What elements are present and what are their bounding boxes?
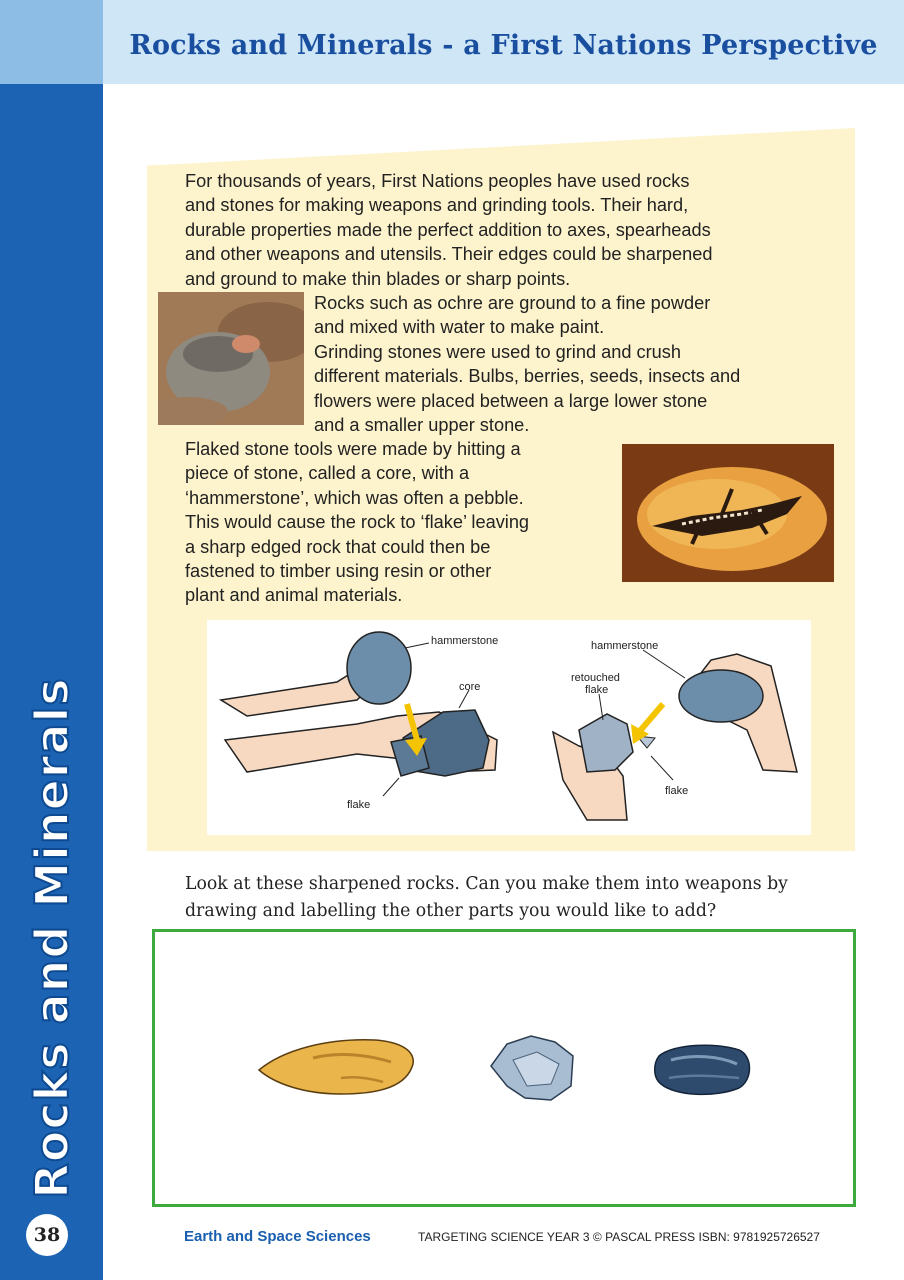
sharpened-rock-3: [655, 1045, 750, 1094]
text-line: fastened to timber using resin or other: [185, 561, 492, 582]
text-line: and other weapons and utensils. Their edges could be sharpened: [185, 244, 713, 265]
sharpened-rock-2: [491, 1036, 573, 1100]
text-line: a sharp edged rock that could then be: [185, 536, 491, 557]
text-line: piece of stone, called a core, with a: [185, 463, 470, 484]
text-line: different materials. Bulbs, berries, seeds, insects and: [314, 366, 741, 387]
text-line: Rocks such as ochre are ground to a fine powder: [314, 293, 711, 313]
label-retouched-flake: flake: [585, 684, 609, 696]
text-line: plant and animal materials.: [185, 585, 403, 606]
text-line: durable properties made the perfect addition to axes, spearheads: [185, 219, 711, 240]
text-line: For thousands of years, First Nations peoples have used rocks: [185, 171, 690, 191]
text-line: and ground to make thin blades or sharp points.: [185, 268, 571, 289]
page-number: 38: [26, 1214, 68, 1256]
footer-subject: Earth and Space Sciences: [184, 1228, 371, 1245]
text-line: flowers were placed between a large lower stone: [314, 390, 708, 411]
label-retouched: retouched: [571, 672, 620, 684]
text-line: Flaked stone tools were made by hitting a: [185, 439, 521, 459]
label-hammerstone-right: hammerstone: [591, 640, 659, 652]
intro-paragraph: [185, 169, 712, 291]
text-line: ‘hammerstone’, which was often a pebble.: [185, 487, 524, 508]
label-hammerstone-left: hammerstone: [431, 635, 499, 647]
painted-stone-photo: [622, 444, 834, 582]
grinding-paragraph: [314, 291, 740, 437]
footer-publication: TARGETING SCIENCE YEAR 3 © PASCAL PRESS ISBN: 9781925726527: [418, 1230, 820, 1244]
text-line: This would cause the rock to ‘flake’ leaving: [185, 512, 530, 533]
text-line: and mixed with water to make paint.: [314, 317, 605, 338]
label-flake-right: flake: [665, 785, 689, 797]
page-title: Rocks and Minerals - a First Nations Perspective: [129, 30, 878, 61]
label-core: core: [459, 681, 481, 693]
text-line: drawing and labelling the other parts you would like to add?: [185, 901, 717, 921]
sidebar-vertical-title: Rocks and Minerals: [25, 677, 79, 1199]
label-flake-left: flake: [347, 799, 371, 811]
grinding-stone-photo: [158, 292, 304, 425]
text-line: and a smaller upper stone.: [314, 415, 530, 436]
text-line: Grinding stones were used to grind and crush: [314, 341, 681, 362]
sharpened-rock-1: [259, 1040, 413, 1094]
flaked-paragraph: [185, 437, 529, 608]
drawing-area[interactable]: [152, 929, 856, 1207]
text-line: and stones for making weapons and grinding tools. Their hard,: [185, 195, 689, 216]
activity-question: [185, 871, 845, 925]
header-corner-block: [0, 0, 103, 84]
flaking-diagram: [207, 620, 811, 835]
text-line: Look at these sharpened rocks. Can you make them into weapons by: [185, 874, 788, 894]
